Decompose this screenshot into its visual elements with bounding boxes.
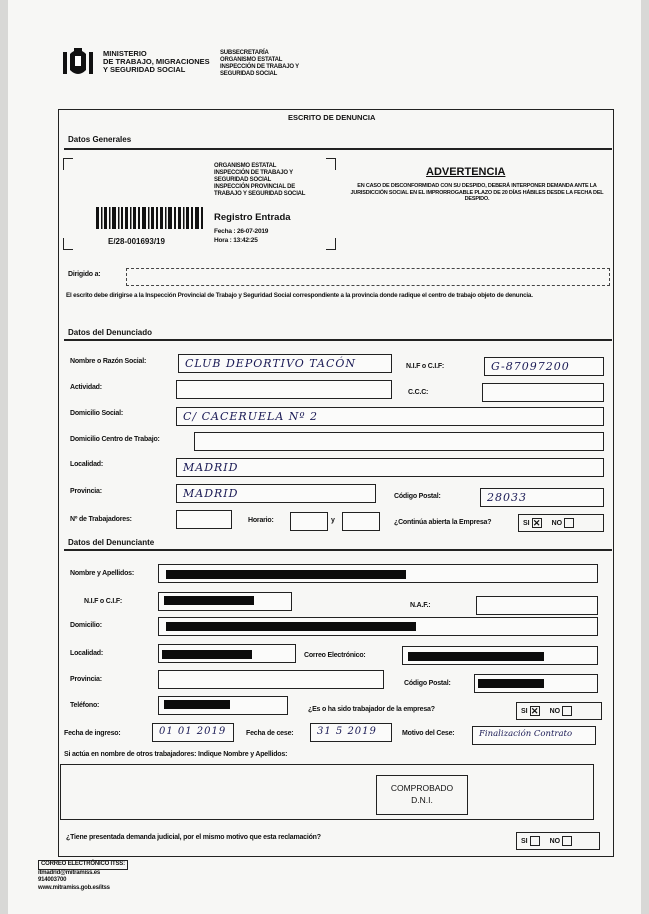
domicilio-social-field[interactable]: C/ CACERUELA Nº 2 [176, 407, 604, 426]
horario-label: Horario: [248, 517, 274, 524]
fecha-value: 26-07-2019 [236, 228, 269, 235]
secretary-line-1: SUBSECRETARÍA [220, 50, 269, 56]
otros-trabajadores-field[interactable] [60, 764, 594, 820]
continua-abierta-group [518, 514, 604, 532]
telefono-label: Teléfono: [70, 702, 100, 709]
naf-label: N.A.F.: [410, 602, 431, 609]
footer-email: itmadrid@mitramiss.es [38, 869, 101, 876]
trabajador-group [516, 702, 602, 720]
ministry-line-1: MINISTERIO [103, 49, 147, 58]
secretary-block [220, 50, 299, 78]
ministry-line-3: Y SEGURIDAD SOCIAL [103, 65, 186, 74]
horario-from-field[interactable] [290, 512, 328, 531]
ministry-name [103, 50, 210, 74]
comprobado-text: COMPROBADO [390, 783, 454, 793]
dirigido-note: El escrito debe dirigirse a la Inspección Provincial de Trabajo y Seguridad Social correspondiente a la provincia donde radique el centro de trabajo objeto de denuncia. [66, 292, 533, 299]
denunciado-nombre-field[interactable]: CLUB DEPORTIVO TACÓN [178, 354, 392, 373]
form-title: ESCRITO DE DENUNCIA [288, 113, 376, 122]
denunciante-nombre-label: Nombre y Apellidos: [70, 570, 135, 577]
codigo-postal-label: Código Postal: [394, 493, 441, 500]
demanda-si-checkbox[interactable] [530, 836, 540, 846]
stamp-line-5: TRABAJO Y SEGURIDAD SOCIAL [214, 191, 306, 197]
continua-no-checkbox[interactable] [564, 518, 574, 528]
barcode-number: E/28-001693/19 [108, 237, 165, 246]
comprobado-stamp [376, 775, 468, 815]
horario-to-field[interactable] [342, 512, 380, 531]
denunciado-nif-field[interactable]: G-87097200 [484, 357, 604, 376]
stamp-hora [214, 237, 258, 244]
trabajadores-field[interactable] [176, 510, 232, 529]
otros-trabajadores-label: Si actúa en nombre de otros trabajadores: Indique Nombre y Apellidos: [64, 751, 288, 758]
naf-field[interactable] [476, 596, 598, 615]
si-label: SI [521, 707, 528, 715]
denunciante-provincia-field[interactable] [158, 670, 384, 689]
hora-label: Hora : [214, 237, 232, 244]
localidad-field[interactable]: MADRID [176, 458, 604, 477]
codigo-postal-field[interactable]: 28033 [480, 488, 604, 507]
demanda-no-checkbox[interactable] [562, 836, 572, 846]
centro-trabajo-field[interactable] [194, 432, 604, 451]
registro-entrada: Registro Entrada [214, 212, 291, 223]
si-label: SI [523, 519, 530, 527]
trabajadores-label: Nº de Trabajadores: [70, 516, 132, 523]
denunciado-title: Datos del Denunciado [68, 328, 153, 337]
domicilio-social-label: Domicilio Social: [70, 410, 123, 417]
denunciante-nif-label: N.I.F o C.I.F: [84, 598, 123, 605]
correo-label: Correo Electrónico: [304, 652, 366, 659]
footer-phone: 914003700 [38, 877, 67, 883]
actividad-label: Actividad: [70, 384, 102, 391]
footer-email-label: CORREO ELECTRÓNICO ITSS: [38, 860, 128, 870]
barcode [96, 207, 206, 229]
footer-web: www.mitramiss.gob.es/itss [38, 884, 110, 891]
advertencia-text: EN CASO DE DISCONFORMIDAD CON SU DESPIDO, DEBERÁ INTERPONER DEMANDA ANTE LA JURISDICCIÓN SOCIAL EN EL IMPRORROGABLE PLAZO DE 20 DÍAS HÁBILES DESDE LA FECHA DEL DESPIDO. [350, 183, 604, 202]
continua-abierta-label: ¿Continúa abierta la Empresa? [394, 519, 492, 526]
footer-contact [38, 860, 128, 892]
provincia-field[interactable]: MADRID [176, 484, 376, 503]
fecha-label: Fecha : [214, 228, 236, 235]
fecha-ingreso-label: Fecha de ingreso: [64, 730, 121, 737]
denunciante-provincia-label: Provincia: [70, 676, 102, 683]
demanda-judicial-question: ¿Tiene presentada demanda judicial, por el mismo motivo que esta reclamación? [66, 834, 321, 841]
ministry-logo-icon [63, 46, 93, 78]
stamp-fecha [214, 228, 268, 235]
dirigido-label: Dirigido a: [68, 271, 101, 278]
stamp-line-4: INSPECCIÓN PROVINCIAL DE [214, 184, 296, 190]
no-label: NO [549, 707, 561, 715]
datos-generales-title: Datos Generales [68, 135, 132, 144]
advertencia-title: ADVERTENCIA [426, 166, 506, 178]
no-label: NO [551, 519, 563, 527]
hora-value: 13:42:25 [233, 237, 258, 244]
fecha-ingreso-field[interactable]: 01 01 2019 [152, 723, 234, 742]
provincia-label: Provincia: [70, 488, 102, 495]
denunciado-nombre-label: Nombre o Razón Social: [70, 358, 147, 365]
trabajador-label: ¿Es o ha sido trabajador de la empresa? [308, 706, 435, 713]
form-sheet: MINISTERIO DE TRABAJO, MIGRACIONES Y SEGURIDAD SOCIAL SUBSECRETARÍA ORGANISMO ESTATAL INSPECCIÓN DE TRABAJO Y SEGURIDAD SOCIAL ESCRITO DE DENUNCIA Datos Generales ORGANISMO ESTATAL INSPECCIÓN DE TRABAJO Y SEGURIDAD SOCIAL INSPECCIÓN PROVINCIAL DE TRABAJO Y SEGURIDAD SOCIAL E/28-001693/19 Registro Entrada Fecha : 26-07-2019 Hora : 13:42:25 ADVERTENCIA EN CASO DE DISCONFORMIDAD CON SU DESPIDO, DEBERÁ INTERPONER DEMANDA ANTE LA JURISDICCIÓN SOCIAL EN EL IMPRORROGABLE PLAZO DE 20 DÍAS HÁBILES DESDE LA FECHA DEL DESPIDO. Dirigido a: El escrito debe dirigirse a la Inspección Provincial de Trabajo y Seguridad Social correspondiente a la provincia donde radique el centro de trabajo objeto de denuncia. Datos del Denunciado Nombre o Razón Social: CLUB DEPORTIVO TACÓN N.I.F o C.I.F: G-87097200 Actividad: C.C.C: Domicilio Social: C/ CACERUELA Nº 2 Domicilio Centro de Trabajo: Localidad: MADRID Provincia: MADRID Código Postal: 28033 Nº de Trabajadores: Horario: y ¿Continúa abierta la Empresa? SI ✕ NO Datos del Denunciante Nombre y Apellidos: N.I.F o C.I.F: N.A.F.: Domicilio: Localidad: Correo Electrónico: Provincia: Código Postal: Teléfono: ¿Es o ha sido trabajador de la empresa? SI ✕ NO Fecha de ingreso: 01 01 2019 Fecha de cese: 31 5 2019 Motivo del Cese: Finalización Contrato Si actúa en nombre de otros trabajadores: Indique Nombre y Apellidos: COMPROBADO D.N.I. ¿Tiene presentada demanda judicial, por el mismo motivo que esta reclamación? SI NO CORREO ELECTRÓNICO ITSS: itmadrid@mitramiss.es 914003700 www.mitramiss.gob.es/itss [8, 0, 641, 914]
no-label: NO [549, 837, 561, 845]
centro-trabajo-label: Domicilio Centro de Trabajo: [70, 436, 160, 443]
demanda-group [516, 832, 600, 850]
ccc-label: C.C.C: [408, 389, 429, 396]
trabajador-si-checkbox[interactable]: ✕ [530, 706, 539, 716]
ministry-line-2: DE TRABAJO, MIGRACIONES [103, 57, 210, 66]
dirigido-field[interactable] [126, 268, 610, 286]
denunciante-cp-label: Código Postal: [404, 680, 451, 687]
stamp-line-3: SEGURIDAD SOCIAL [214, 177, 272, 183]
secretary-line-4: SEGURIDAD SOCIAL [220, 71, 278, 77]
fecha-cese-field[interactable]: 31 5 2019 [310, 723, 392, 742]
trabajador-no-checkbox[interactable] [562, 706, 572, 716]
secretary-line-3: INSPECCIÓN DE TRABAJO Y [220, 64, 299, 70]
continua-si-checkbox[interactable]: ✕ [532, 518, 541, 528]
fecha-cese-label: Fecha de cese: [246, 730, 294, 737]
denunciado-nif-label: N.I.F o C.I.F: [406, 363, 445, 370]
registry-stamp-text [214, 163, 305, 198]
actividad-field[interactable] [176, 380, 392, 399]
stamp-line-2: INSPECCIÓN DE TRABAJO Y [214, 170, 293, 176]
denunciante-title: Datos del Denunciante [68, 538, 155, 547]
motivo-cese-label: Motivo del Cese: [402, 730, 455, 737]
denunciante-localidad-label: Localidad: [70, 650, 104, 657]
denunciante-domicilio-label: Domicilio: [70, 622, 102, 629]
stamp-line-1: ORGANISMO ESTATAL [214, 163, 277, 169]
motivo-cese-field[interactable]: Finalización Contrato [472, 726, 596, 745]
ccc-field[interactable] [482, 383, 604, 402]
dni-text: D.N.I. [411, 795, 433, 805]
secretary-line-2: ORGANISMO ESTATAL [220, 57, 283, 63]
localidad-label: Localidad: [70, 461, 104, 468]
si-label: SI [521, 837, 528, 845]
